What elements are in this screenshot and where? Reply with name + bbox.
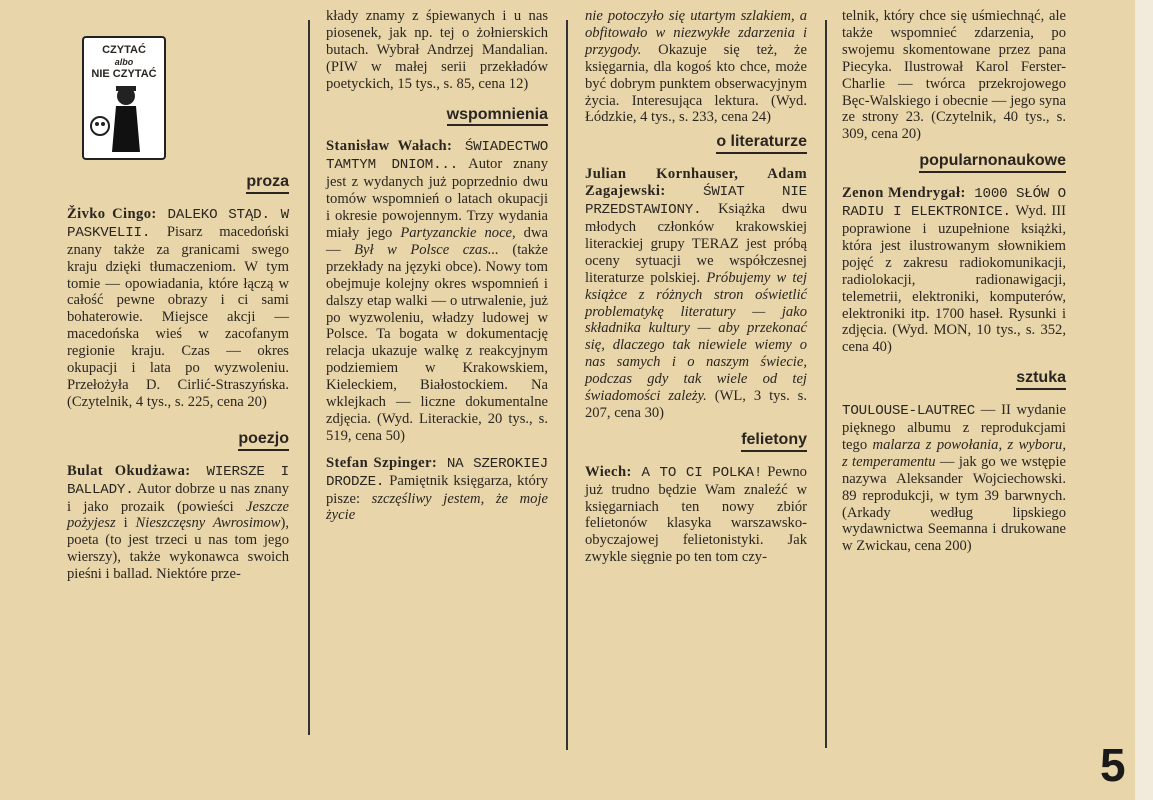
review-italic: Próbujemy w tej książce z różnych stron oświetlić problematykę literatury — jako składnika kultury — aby przekonać się, dlaczego tak niewiele wiemy o nas samych i o naszym świecie, podczas gdy tak wiele od tej świadomości zależy. [585, 269, 807, 405]
review-author: Julian Kornhauser, Adam Zagajewski: [585, 166, 807, 200]
review-text: ), poeta (to jest trzeci u nas tom jego wierszy), także wykonawca swoich pieśni i ballad. Niektóre prze- [67, 515, 289, 583]
review-text: Pewno już trudno będzie Wam znaleźć w księgarniach ten nowy zbiór felietonów klasyka warszawsko-obyczajowej felietonistyki. Jak zwykle sięgnie po ten tom czy- [585, 463, 807, 566]
review-author: Wiech: [585, 463, 632, 480]
column-divider [825, 20, 827, 748]
review-wiech [585, 464, 807, 566]
column-divider [308, 20, 310, 735]
review-text: — jak go we wstępie nazywa Aleksander Wojciechowski. 89 reprodukcji, w tym 39 barwnych. (Arkady według lipskiego wydawnictwa Seemanna i drukowane w Zwickau, cena 200) [842, 453, 1066, 555]
column-logo [82, 36, 166, 160]
column-2 [326, 8, 548, 524]
review-italic: nie potoczyło się utartym szlakiem, a obfitowało w niezwykłe zdarzenia i przygody. [585, 8, 807, 58]
column-3 [585, 8, 807, 566]
section-heading-sztuka: sztuka [1016, 370, 1066, 390]
review-italic: malarza z powołania, z wyboru, z temperamentu [842, 436, 1067, 470]
review-author: Zenon Mendrygał: [842, 185, 966, 202]
review-title: WIERSZE I BALLADY. [67, 463, 289, 498]
review-continuation: kłady znamy z śpiewanych i u nas piosenek, jak np. tej o żołnierskich butach. Wybrał Andrzej Mandalian. (PIW w małej serii przekładów poetyckich, 15 tys., s. 85, cena 12) [326, 8, 548, 92]
page-number: 5 [1100, 739, 1126, 791]
logo-line-2: albo [114, 57, 134, 67]
page-margin [1135, 0, 1153, 800]
review-author: Stanisław Wałach: [326, 138, 453, 155]
review-mendrygal [842, 185, 1066, 356]
review-italic: Partyzanckie noce [400, 224, 513, 241]
section-heading-felietony: felietony [741, 432, 807, 452]
section-heading-proza: proza [246, 174, 289, 194]
review-author: Bulat Okudżawa: [67, 462, 191, 479]
review-text: (WL, 3 tys. s. 207, cena 30) [585, 388, 807, 421]
review-text: , dwa — [326, 224, 548, 258]
logo-line-1: CZYTAĆ [102, 44, 146, 56]
review-text: Pamiętnik księgarza, który pisze: [326, 472, 548, 507]
logo-line-3: NIE CZYTAĆ [91, 68, 157, 80]
review-text: Wyd. III poprawione i uzupełnione książki, która jest ilustrowanym słownikiem pojęć z zakresu radiokomunikacji, radiolokacji, radionawigacji, telemetrii, elektroniki, komputerów, elektroniki itp. 1700 haseł. Rysunki i zdjęcia. (Wyd. MON, 10 tys., s. 352, cena 40) [842, 203, 1066, 356]
review-text: Pisarz macedoński znany także za granicami swego kraju dzięki tłumaczeniom. W tym tomie — opowiadania, które łączą w całość pewne obrazy i ci sami bohaterowie. Miejsce akcji — macedońska wieś w zacofanym regionie kraju. Czas — okres okupacji i lata po wyzwoleniu. Przełożyła D. Cirlić-Straszyńska. (Czytelnik, 4 tys., s. 225, cena 20) [67, 223, 289, 410]
review-title: NA SZEROKIEJ DRODZE. [326, 455, 548, 490]
review-cingo [67, 206, 289, 411]
review-title: ŚWIADECTWO TAMTYM DNIOM... [326, 139, 549, 174]
review-text: Okazuje się też, że księgarnia, dla kogoś kto chce, może być dobrym punktem obserwacyjnym życia. Interesująca lektura. (Wyd. Łódzkie, 4 tys., s. 233, cena 24) [585, 41, 807, 126]
review-author: Živko Cingo: [67, 205, 157, 222]
review-text: Książka dwu młodych członków krakowskiej literackiej grupy TERAZ jest próbą oceny sytuacji we współczesnej literaturze polskiej. [585, 201, 807, 286]
review-lautrec [842, 402, 1066, 555]
review-text: Autor dobrze u nas znany i jako prozaik (powieści [67, 480, 289, 515]
review-title: DALEKO STĄD. W PASKVELII. [67, 206, 289, 241]
column-1 [67, 170, 289, 583]
review-continuation [585, 8, 807, 126]
review-italic: szczęśliwy jestem, że moje życie [326, 490, 548, 524]
review-title: ŚWIAT NIE PRZEDSTAWIONY. [585, 184, 807, 219]
review-text: i [115, 515, 136, 532]
review-author: Stefan Szpinger: [326, 454, 438, 471]
review-italic: Jeszcze pożyjesz [67, 498, 289, 532]
review-title: A TO CI POLKA! [631, 464, 763, 481]
review-text: (także przekłady na języki obce). Nowy tom obejmuje kolejny okres wspomnień i dalszy etap walki — o utrwalenie, już po wyzwoleniu, władzy ludowej w Polsce. Ta bogata w dokumentację relacja ukazuje walkę z reakcyjnym podziemiem w Krakowskiem, Kieleckiem, Białostockiem. Na wklejkach — liczne dokumentalne zdjęcia. (Wyd. Literackie, 20 tys., s. 519, cena 50) [326, 241, 549, 444]
section-heading-popularnonaukowe: popularnonaukowe [919, 153, 1066, 173]
review-walach [326, 138, 548, 444]
review-text: Autor znany jest z wydanych już poprzednio dwu tomów wspomnień o latach okupacji i okresie powojennym. Trzy wydania miały jego [326, 156, 548, 241]
review-szpinger [326, 455, 548, 525]
section-heading-o-literaturze: o literaturze [716, 134, 807, 154]
section-heading-wspomnienia: wspomnienia [447, 107, 548, 127]
review-continuation: telnik, który chce się uśmiechnąć, ale także wspomnieć zdarzenia, po swojemu skomentowane przez pana Piecyka. Ilustrował Karol Ferster-Charlie — twórca przekrojowego Bęc-Walskiego i obecnie — jego syna ze strony 23. (Czytelnik, 40 tys., s. 309, cena 20) [842, 8, 1066, 143]
review-okudzawa [67, 463, 289, 583]
section-heading-poezja: poezjo [238, 431, 289, 451]
review-italic: Nieszczęsny Awrosimow [135, 515, 281, 532]
review-title: TOULOUSE-LAUTREC [842, 403, 976, 420]
review-title: 1000 SŁÓW O RADIU I ELEKTRONICE. [842, 186, 1066, 221]
review-text: — II wydanie pięknego albumu z reprodukcjami tego [842, 402, 1066, 453]
column-divider [566, 20, 568, 750]
column-4 [842, 8, 1066, 555]
review-italic: Był w Polsce czas... [354, 241, 499, 258]
review-kornhauser [585, 166, 807, 422]
logo-text [88, 44, 160, 80]
reader-figure-icon [86, 78, 162, 154]
